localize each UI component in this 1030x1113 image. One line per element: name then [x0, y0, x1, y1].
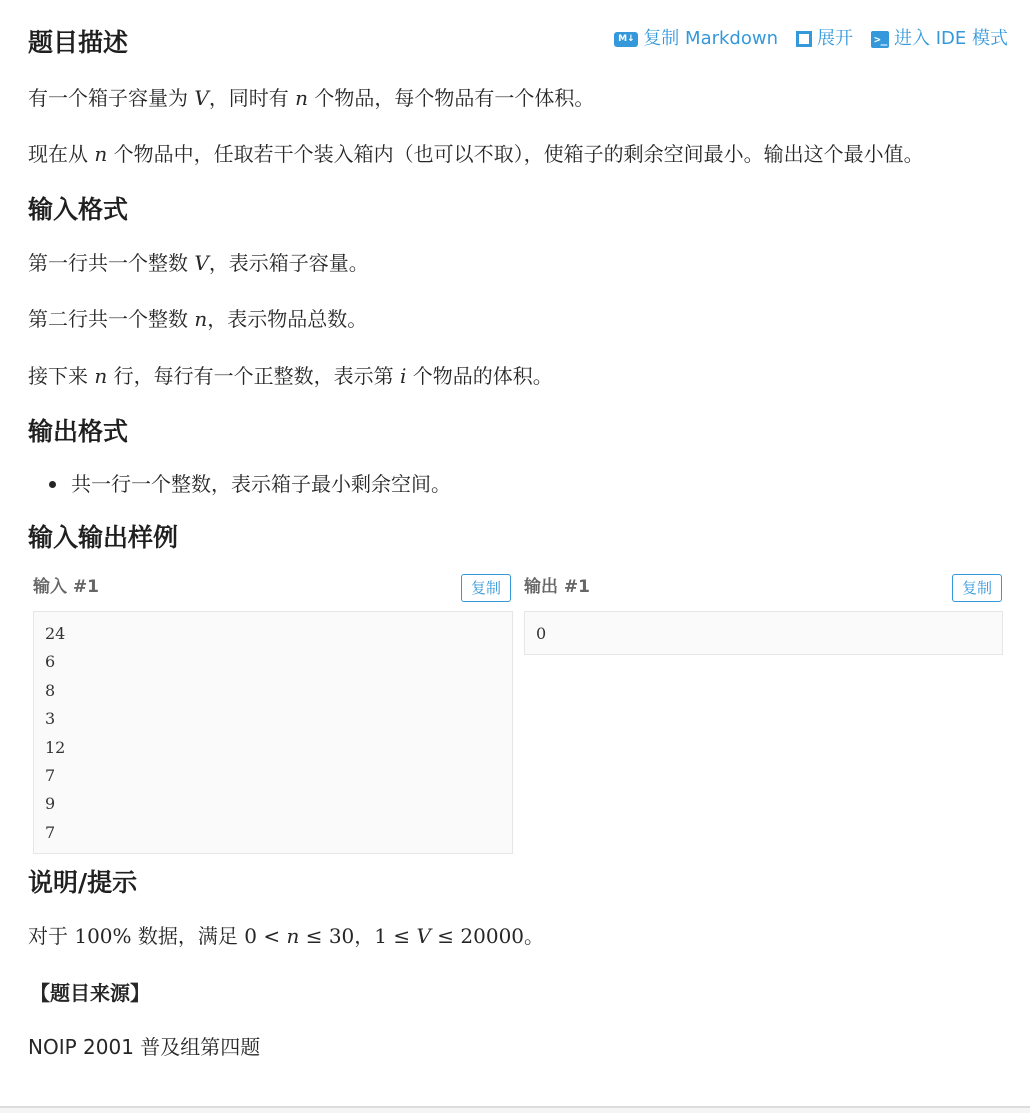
- markdown-icon: M↓: [614, 32, 638, 47]
- code-line: 8: [45, 680, 56, 700]
- text: ，: [354, 924, 375, 948]
- text: ，表示物品总数。: [207, 307, 368, 331]
- code-line: 12: [45, 737, 66, 757]
- math-n: n: [94, 142, 108, 166]
- description-paragraph-2: [28, 140, 924, 168]
- math-n: n: [295, 86, 309, 110]
- math-expr: 0 <: [244, 924, 287, 948]
- text: 个物品，每个物品有一个体积。: [308, 86, 595, 110]
- expand-button[interactable]: [796, 27, 853, 51]
- text: 对于: [28, 924, 75, 948]
- source-title: 【题目来源】: [30, 981, 150, 1005]
- code-line: 6: [45, 652, 56, 672]
- copy-markdown-button[interactable]: [614, 27, 778, 51]
- math-n: n: [286, 924, 300, 948]
- sample-output-box[interactable]: [524, 611, 1003, 655]
- bullet-icon: [49, 481, 56, 488]
- text: 现在从: [28, 142, 95, 166]
- text: ，表示箱子容量。: [208, 251, 369, 275]
- math-expr: ≤ 30: [299, 924, 355, 948]
- text: 个物品的体积。: [406, 364, 553, 388]
- samples-heading: 输入输出样例: [28, 523, 179, 552]
- input-format-line-3: [28, 362, 553, 390]
- copy-input-button[interactable]: 复制: [461, 574, 511, 602]
- code-line: 24: [45, 624, 66, 643]
- output-format-heading: 输出格式: [28, 417, 129, 446]
- terminal-icon: >_: [871, 31, 889, 48]
- copy-markdown-label: 复制 Markdown: [643, 28, 778, 49]
- text: 数据，满足: [131, 924, 245, 948]
- copy-output-button[interactable]: 复制: [952, 574, 1002, 602]
- text: 第一行共一个整数: [28, 251, 195, 275]
- text: 行，每行有一个正整数，表示第: [107, 364, 400, 388]
- input-format-line-2: [28, 305, 367, 333]
- math-v: V: [194, 251, 209, 275]
- input-format-heading: 输入格式: [28, 195, 129, 224]
- text: 第二行共一个整数: [28, 307, 195, 331]
- code-line: 0: [536, 624, 547, 643]
- list-item: [28, 470, 451, 498]
- description-paragraph-1: [28, 84, 594, 112]
- sample-input-box[interactable]: [33, 611, 513, 854]
- math-percent: 100%: [74, 924, 132, 948]
- problem-actions: [614, 27, 1008, 51]
- text: 有一个箱子容量为: [28, 86, 195, 110]
- hint-constraint: [28, 922, 544, 950]
- math-v: V: [194, 86, 209, 110]
- description-heading: 题目描述: [28, 28, 129, 57]
- list-item-text: 共一行一个整数，表示箱子最小剩余空间。: [71, 472, 451, 496]
- sample-input-label: 输入 #1: [33, 577, 99, 597]
- text: 接下来: [28, 364, 95, 388]
- code-line: 3: [45, 709, 56, 729]
- math-expr: ≤ 20000: [430, 924, 525, 948]
- sample-output-label: 输出 #1: [524, 577, 590, 597]
- code-line: 7: [45, 765, 56, 785]
- math-i: i: [399, 364, 407, 388]
- enter-ide-button[interactable]: [871, 27, 1008, 51]
- math-v: V: [416, 924, 431, 948]
- code-line: 9: [45, 794, 56, 814]
- expand-label: 展开: [817, 28, 853, 49]
- hint-heading: 说明/提示: [28, 868, 138, 897]
- source-text: NOIP 2001 普及组第四题: [28, 1035, 261, 1059]
- math-expr: 1 ≤: [374, 924, 417, 948]
- text: ，同时有: [208, 86, 296, 110]
- enter-ide-label: 进入 IDE 模式: [894, 28, 1008, 49]
- math-n: n: [94, 364, 108, 388]
- math-n: n: [194, 307, 208, 331]
- input-format-line-1: [28, 249, 369, 277]
- text: 个物品中，任取若干个装入箱内（也可以不取），使箱子的剩余空间最小。输出这个最小值。: [107, 142, 924, 166]
- expand-icon: [796, 31, 812, 47]
- output-format-list: [28, 470, 451, 498]
- code-line: 7: [45, 822, 56, 842]
- text: 。: [524, 924, 545, 948]
